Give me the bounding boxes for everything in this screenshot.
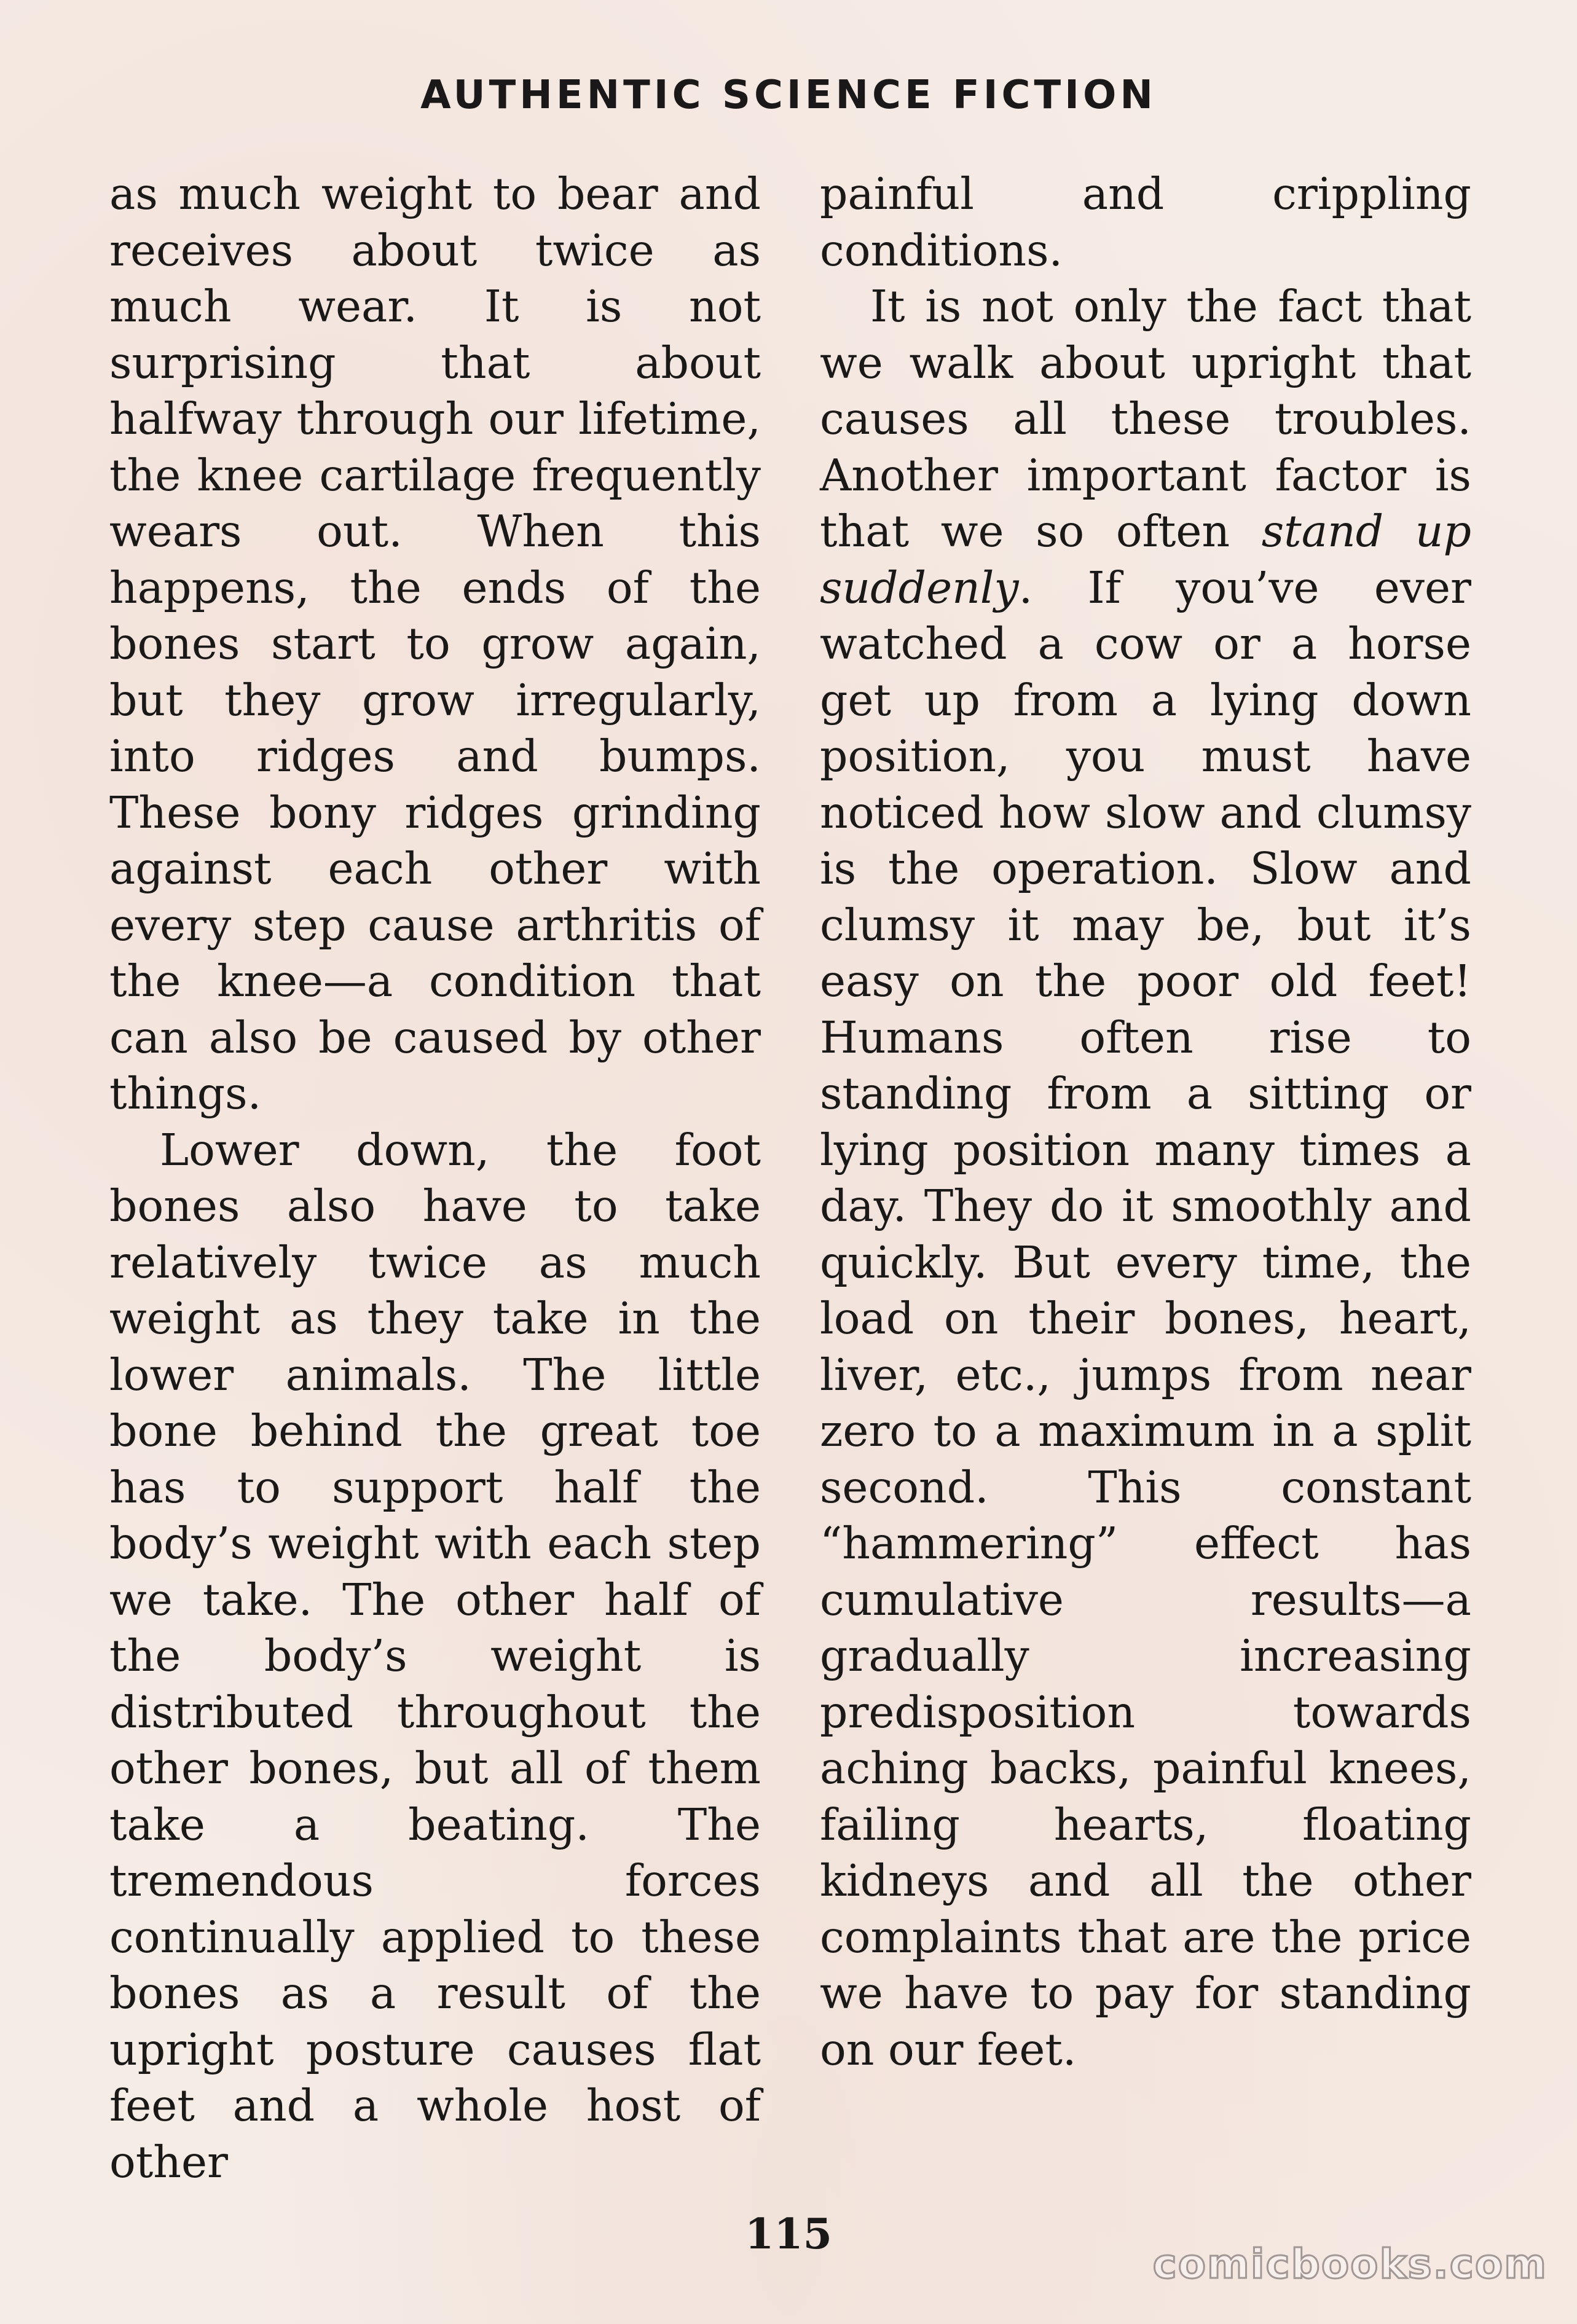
watermark: comicbooks.com <box>1152 2240 1548 2288</box>
right-paragraph-2-italic: stand up suddenly <box>820 506 1471 613</box>
left-column <box>109 166 761 2190</box>
right-paragraph-2-text-b: . If you’ve ever watched a cow or a horse get up from a lying down position, you must have noticed how slow and clumsy is the operation. Slow and clumsy it may be, but it’s easy on the poor old feet! Humans often rise to standing from a sitting or lying position many times a day. They do it smoothly and quickly. But every time, the load on their bones, heart, liver, etc., jumps from near zero to a maximum in a split second. This constant “hammering” effect has cumulative results—a gradually increasing predisposition towards aching backs, painful knees, failing hearts, floating kidneys and all the other complaints that are the price we have to pay for standing on our feet. <box>820 562 1471 2075</box>
right-paragraph-2-text-a: It is not only the fact that we walk about upright that causes all these troubles. Another important factor is that we so often <box>820 281 1471 557</box>
left-paragraph-2: Lower down, the foot bones also have to take relatively twice as much weight as they take in the lower animals. The little bone behind the great toe has to support half the body’s weight with each step we take. The other half of the body’s weight is distributed throughout the other bones, but all of them take a beating. The tremendous forces continually applied to these bones as a result of the upright posture causes flat feet and a whole host of other <box>109 1124 761 2188</box>
right-column <box>820 166 1471 2078</box>
page-number: 115 <box>745 2210 832 2259</box>
right-paragraph-2 <box>820 278 1471 2078</box>
running-head: AUTHENTIC SCIENCE FICTION <box>420 73 1157 118</box>
left-paragraph-1: as much weight to bear and receives about twice as much wear. It is not surprising that about halfway through our lifetime, the knee cartilage frequently wears out. When this happens, the ends of the bones start to grow again, but they grow irregularly, into ridges and bumps. These bony ridges grinding against each other with every step cause arthritis of the knee—a condition that can also be caused by other things. <box>109 168 761 1119</box>
right-paragraph-1: painful and crippling conditions. <box>820 168 1471 276</box>
